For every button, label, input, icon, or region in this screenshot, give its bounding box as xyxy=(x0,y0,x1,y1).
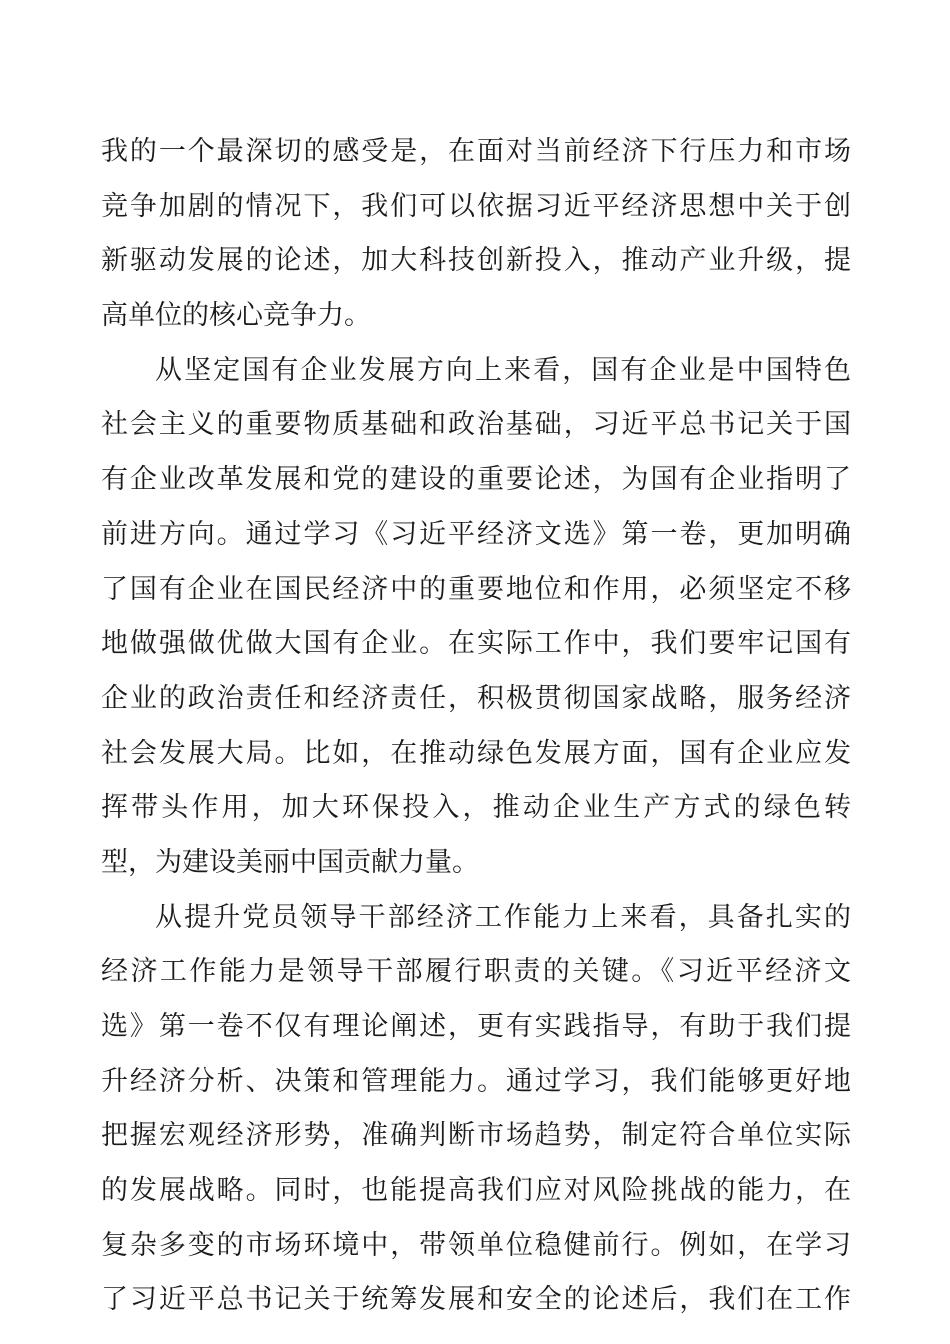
document-body xyxy=(101,125,851,1328)
text-line: 从提升党员领导干部经济工作能力上来看，具备扎实的 xyxy=(155,901,851,933)
text-line: 社会主义的重要物质基础和政治基础，习近平总书记关于国 xyxy=(101,409,851,441)
text-line: 型，为建设美丽中国贡献力量。 xyxy=(101,846,479,878)
text-line: 复杂多变的市场环境中，带领单位稳健前行。例如，在学习 xyxy=(101,1229,851,1261)
text-line: 了国有企业在国民经济中的重要地位和作用，必须坚定不移 xyxy=(101,573,851,605)
paragraph-3 xyxy=(101,891,851,1329)
text-line: 经济工作能力是领导干部履行职责的关键。《习近平经济文 xyxy=(101,956,851,988)
text-line: 升经济分析、决策和管理能力。通过学习，我们能够更好地 xyxy=(101,1065,851,1097)
paragraph-1 xyxy=(101,125,851,344)
text-line: 把握宏观经济形势，准确判断市场趋势，制定符合单位实际 xyxy=(101,1120,851,1152)
text-line: 从坚定国有企业发展方向上来看，国有企业是中国特色 xyxy=(155,354,851,386)
text-line: 新驱动发展的论述，加大科技创新投入，推动产业升级，提 xyxy=(101,245,851,277)
text-line: 有企业改革发展和党的建设的重要论述，为国有企业指明了 xyxy=(101,464,851,496)
text-line: 高单位的核心竞争力。 xyxy=(101,300,371,332)
text-line: 社会发展大局。比如，在推动绿色发展方面，国有企业应发 xyxy=(101,737,851,769)
text-line: 选》第一卷不仅有理论阐述，更有实践指导，有助于我们提 xyxy=(101,1011,851,1042)
text-line: 了习近平总书记关于统筹发展和安全的论述后，我们在工作 xyxy=(101,1284,851,1316)
paragraph-2 xyxy=(101,344,851,891)
text-line: 的发展战略。同时，也能提高我们应对风险挑战的能力，在 xyxy=(101,1175,851,1207)
text-line: 挥带头作用，加大环保投入，推动企业生产方式的绿色转 xyxy=(101,792,851,824)
text-line: 地做强做优做大国有企业。在实际工作中，我们要牢记国有 xyxy=(101,628,851,660)
text-line: 竞争加剧的情况下，我们可以依据习近平经济思想中关于创 xyxy=(101,190,851,222)
text-line: 前进方向。通过学习《习近平经济文选》第一卷，更加明确 xyxy=(101,518,851,550)
text-line: 企业的政治责任和经济责任，积极贯彻国家战略，服务经济 xyxy=(101,682,851,714)
text-line: 我的一个最深切的感受是，在面对当前经济下行压力和市场 xyxy=(101,136,851,167)
